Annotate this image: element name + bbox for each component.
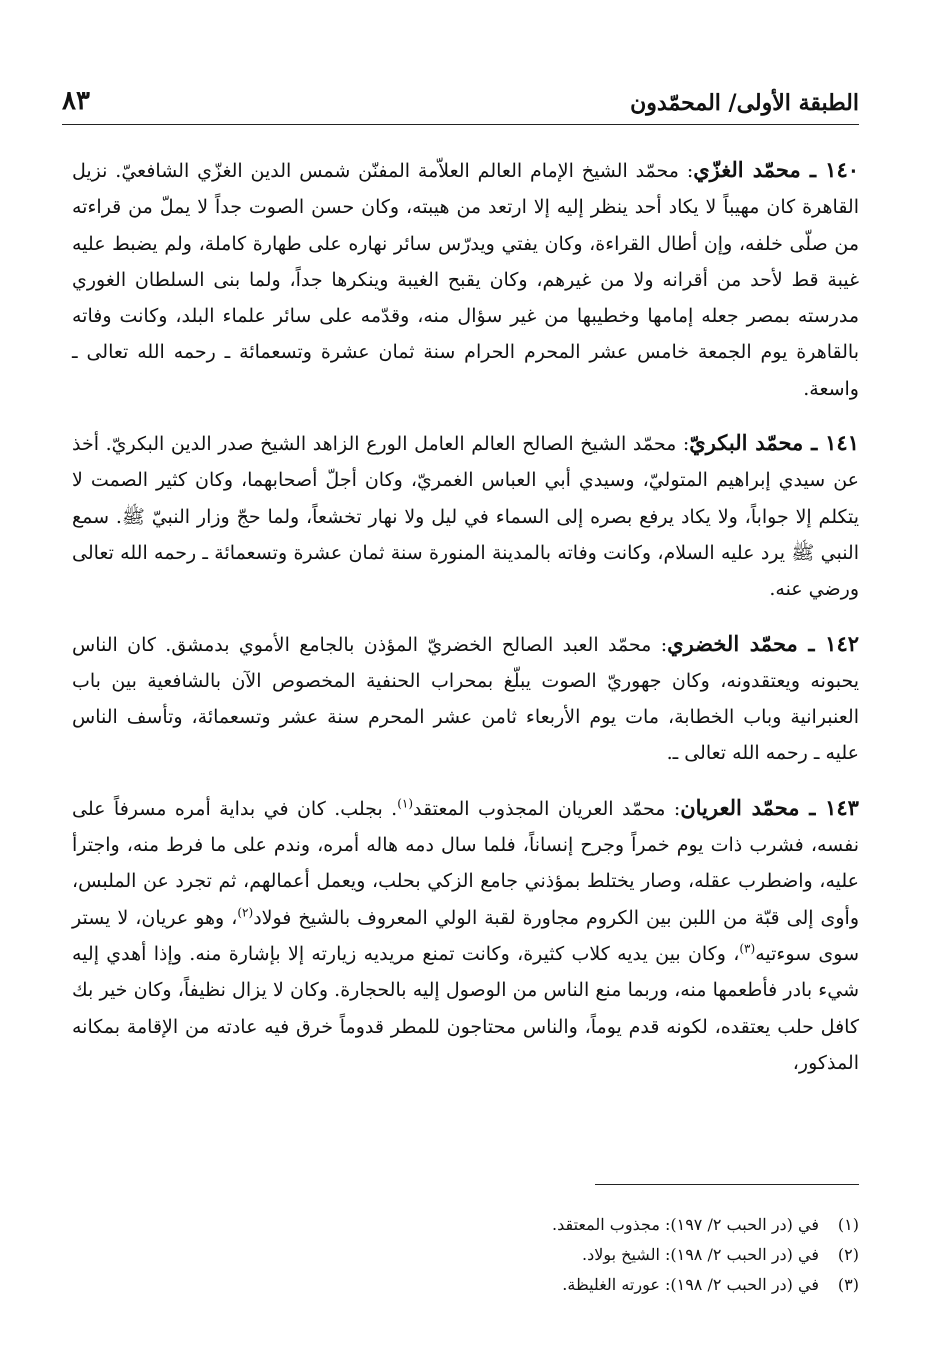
entry-143: ١٤٣ ـ محمّد العريان: محمّد العريان المجذوب المعتقد$^{(١)}$. بجلب. كان في بداية أمره مسرفاً على نفسه، فشرب ذات يوم خمراً وجرح إنساناً، فلما سال دمه هاله أمره، وندم على ما فرط منه، واجترأ عليه، واضطرب عقله، وصار يختلط بمؤذني جامع الزكي بحلب، ويعمل أعمالهم، ثم تجرد عن الملبس، وأوى إلى قبّة من اللبن بين الكروم مجاورة لقبة الولي المعروف بالشيخ فولاد$^{(٢)}$، وهو عريان، لا يستر سوى سوءتيه$^{(٣)}$، وكان بين يديه كلاب كثيرة، وكانت تمنع مريديه زيارته إلا بإشارة منه. وإذا أهدي إليه شيء بادر فأطعمها منه، وربما منع الناس من الوصول إليه بالحجارة. وكان لا يزال نظيفاً، وكان خير بك كافل حلب يعتقده، لكونه قدم يوماً، والناس محتاجون للمطر قدوماً خرق فيه عادته من الإقامة بمكانه المذكور،: [72, 794, 859, 1074]
page-number: ٨٣: [62, 86, 90, 116]
entry-text-part: ، وكان بين يديه كلاب كثيرة، وكانت تمنع مريديه زيارته إلا بإشارة منه. وإذا أهدي إليه شيء بادر فأطعمها منه، وربما منع الناس من الوصول إليه بالحجارة. وكان لا يزال نظيفاً، وكان خير بك كافل حلب يعتقده، لكونه قدم يوماً، والناس محتاجون للمطر قدوماً خرق فيه عادته من الإقامة بمكانه المذكور،: [72, 942, 859, 1074]
entry-text-part: ، وهو عريان، لا يستر سوى سوءتيه: [72, 906, 859, 965]
footnote-text: في (در الحبب ٢/ ١٩٨): الشيخ بولاد.: [582, 1245, 819, 1264]
entry-text: محمّد الشيخ الإمام العالم العلاّمة المفنّن شمس الدين الغزّي الشافعيّ. نزيل القاهرة كان مهيباً لا يكاد أحد ينظر إليه إلا ارتعد من هيبته، وكان حسن الصوت جداً لا يملّ من قراءته من صلّى خلفه، وإن أطال القراءة، وكان يفتي ويدرّس سائر نهاره على طهارة كاملة، ولم يضبط عليه غيبة قط لأحد من أقرانه ولا من غيرهم، وكان يقبح الغيبة وينكرها جداً، ولما بنى السلطان الغوري مدرسته بمصر جعله إمامها وخطيبها من غير سؤال منه، وقدّمه على سائر علماء البلد، وكانت وفاته بالقاهرة يوم الجمعة خامس عشر المحرم الحرام سنة ثمان عشرة وتسعمائة ـ رحمه الله تعالى ـ واسعة.: [72, 160, 859, 400]
footnote-divider: [595, 1184, 859, 1185]
footnote-ref-2[interactable]: (٢): [237, 905, 254, 920]
footnote-number: (٢): [837, 1245, 859, 1264]
entry-text-part: محمّد العريان المجذوب المعتقد: [413, 797, 666, 820]
entry-number: ١٤٢: [825, 630, 860, 656]
entry-name: محمّد الغزّي: [693, 157, 801, 182]
entry-number: ١٤٣: [825, 794, 859, 820]
entry-text-part: بجلب. كان في بداية أمره مسرفاً على نفسه، فشرب ذات يوم خمراً وجرح إنساناً، فلما سال دمه هاله أمره، وندم على ما فرط منه، واجترأ عليه، واضطرب عقله، وصار يختلط بمؤذني جامع الزكي بحلب، ويعمل أعمالهم، ثم تجرد عن الملبس، وأوى إلى قبّة من اللبن بين الكروم مجاورة لقبة الولي المعروف بالشيخ فولاد: [72, 797, 859, 929]
footnote-3: [72, 1270, 859, 1300]
entry-name: محمّد العريان: [680, 794, 800, 820]
footnote-ref-1[interactable]: (١): [397, 796, 414, 811]
entry-name: محمّد الخضري: [667, 630, 798, 656]
entry-number: ١٤١: [825, 430, 859, 456]
entry-text: محمّد العبد الصالح الخضريّ المؤذن بالجامع الأموي بدمشق. كان الناس يحبونه ويعتقدونه، وكان جهوريّ الصوت يبلّغ بمحراب الحنفية المخصوص الآن بالشافعية بين باب العنبرانية وباب الخطابة، مات يوم الأربعاء ثامن عشر المحرم سنة عشر وتسعمائة، وتأسف الناس عليه ـ رحمه الله تعالى ـ.: [72, 633, 859, 765]
footnote-text: في (در الحبب ٢/ ١٩٧): مجذوب المعتقد.: [552, 1215, 819, 1234]
footnote-text: في (در الحبب ٢/ ١٩٨): عورته الغليظة.: [562, 1275, 819, 1294]
footnote-2: [72, 1240, 859, 1270]
footnote-1: [72, 1210, 859, 1240]
footnote-number: (٣): [837, 1275, 859, 1294]
entry-text: محمّد الشيخ الصالح العالم العامل الورع الزاهد الشيخ صدر الدين البكريّ. أخذ عن سيدي إبراهيم المتوليّ، وسيدي أبي العباس الغمريّ، وكان أجلّ أصحابهما، وكان كثير الصمت لا يتكلم إلا جواباً، ولا يكاد يرفع بصره إلى السماء في ليل ولا نهار تخشعاً، ولما حجّ وزار النبيّ ﷺ. سمع النبي ﷺ يرد عليه السلام، وكانت وفاته بالمدينة المنورة سنة ثمان عشرة وتسعمائة ـ رحمه الله تعالى ورضي عنه.: [72, 433, 859, 601]
footnote-number: (١): [837, 1215, 859, 1234]
entry-140: ١٤٠ ـ محمّد الغزّي: محمّد الشيخ الإمام العالم العلاّمة المفنّن شمس الدين الغزّي الشافعيّ. نزيل القاهرة كان مهيباً لا يكاد أحد ينظر إليه إلا ارتعد من هيبته، وكان حسن الصوت جداً لا يملّ من قراءته من صلّى خلفه، وإن أطال القراءة، وكان يفتي ويدرّس سائر نهاره على طهارة كاملة، ولم يضبط عليه غيبة قط لأحد من أقرانه ولا من غيرهم، وكان يقبح الغيبة وينكرها جداً، ولما بنى السلطان الغوري مدرسته بمصر جعله إمامها وخطيبها من غير سؤال منه، وقدّمه على سائر علماء البلد، وكانت وفاته بالقاهرة يوم الجمعة خامس عشر المحرم الحرام سنة ثمان عشرة وتسعمائة ـ رحمه الله تعالى ـ واسعة.: [72, 157, 860, 400]
entry-number: ١٤٠: [825, 157, 860, 182]
entry-142: ١٤٢ ـ محمّد الخضري: محمّد العبد الصالح الخضريّ المؤذن بالجامع الأموي بدمشق. كان الناس يحبونه ويعتقدونه، وكان جهوريّ الصوت يبلّغ بمحراب الحنفية المخصوص الآن بالشافعية بين باب العنبرانية وباب الخطابة، مات يوم الأربعاء ثامن عشر المحرم سنة عشر وتسعمائة، وتأسف الناس عليه ـ رحمه الله تعالى ـ.: [72, 630, 860, 765]
page-header: [62, 80, 859, 125]
entry-name: محمّد البكريّ: [689, 430, 804, 456]
footnote-ref-3[interactable]: (٣): [739, 941, 756, 956]
body-text: [72, 152, 859, 1099]
running-title: الطبقة الأولى/ المحمّدون: [630, 90, 859, 116]
entry-141: ١٤١ ـ محمّد البكريّ: محمّد الشيخ الصالح العالم العامل الورع الزاهد الشيخ صدر الدين البكريّ. أخذ عن سيدي إبراهيم المتوليّ، وسيدي أبي العباس الغمريّ، وكان أجلّ أصحابهما، وكان كثير الصمت لا يتكلم إلا جواباً، ولا يكاد يرفع بصره إلى السماء في ليل ولا نهار تخشعاً، ولما حجّ وزار النبيّ ﷺ. سمع النبي ﷺ يرد عليه السلام، وكانت وفاته بالمدينة المنورة سنة ثمان عشرة وتسعمائة ـ رحمه الله تعالى ورضي عنه.: [72, 430, 859, 601]
footnotes: [72, 1210, 859, 1300]
